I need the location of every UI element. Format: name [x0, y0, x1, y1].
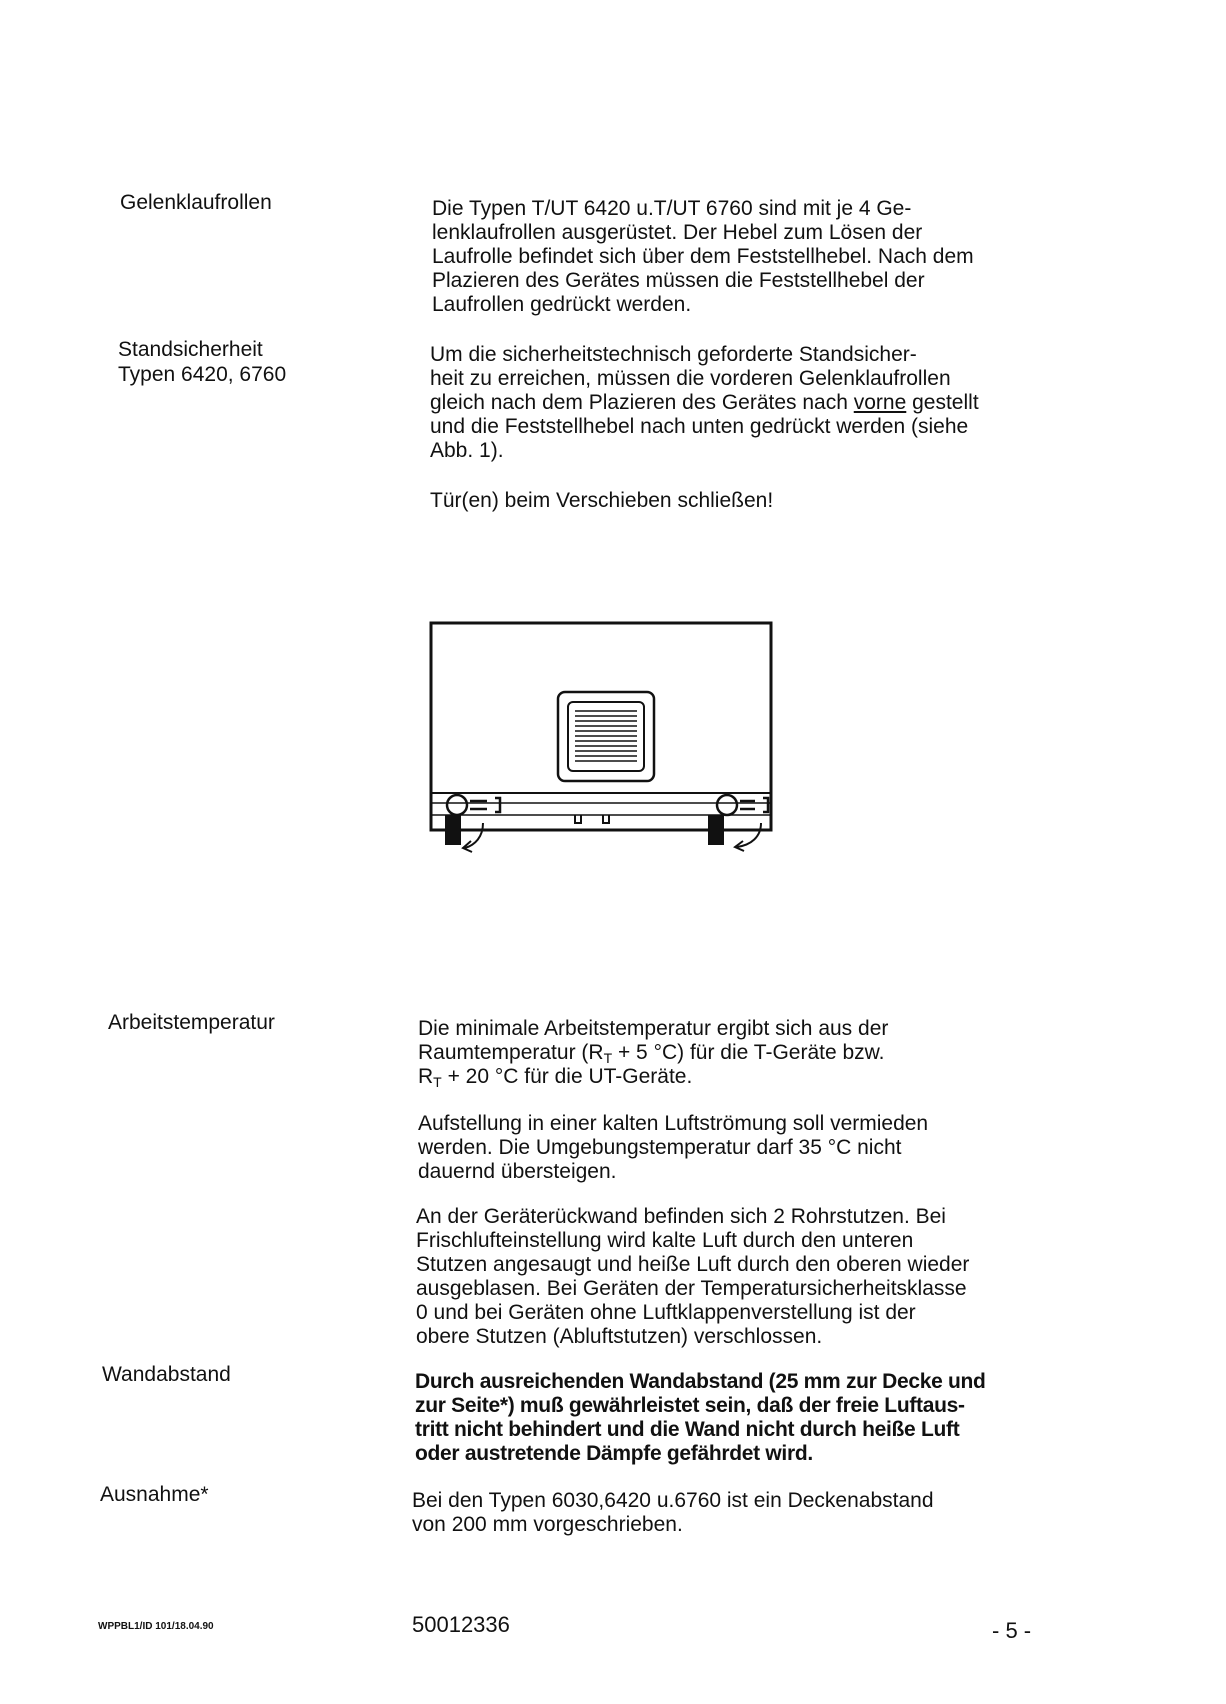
text-standsicherheit [430, 343, 1110, 463]
arbeit-p1-c: + 20 °C für die UT-Geräte. [441, 1065, 693, 1088]
text-arbeitstemperatur-2: Aufstellung in einer kalten Luftströmung soll vermieden werden. Die Umgebungstemperatur darf 35 °C nicht dauernd übersteigen. [418, 1112, 929, 1183]
text-gelenklaufrollen: Die Typen T/UT 6420 u.T/UT 6760 sind mit je 4 Ge- lenklaufrollen ausgerüstet. Der Hebel zum Lösen der Laufrolle befindet sich über dem Feststellhebel. Nach dem Plazieren des Gerätes müssen die Feststellhebel der Laufrollen gedrückt werden. [432, 197, 974, 316]
text-standsicherheit-part2: gestellt und die Feststellhebel nach unten gedrückt werden (siehe Abb. 1). [430, 391, 979, 462]
arrow-left [463, 823, 483, 852]
footer-doc-number: 50012336 [412, 1612, 510, 1637]
label-arbeitstemperatur: Arbeitstemperatur [108, 1011, 275, 1034]
text-ausnahme: Bei den Typen 6030,6420 u.6760 ist ein Deckenabstand von 200 mm vorgeschrieben. [412, 1489, 934, 1536]
label-standsicherheit-line2: Typen 6420, 6760 [118, 363, 287, 386]
arbeit-p1-b: + 5 °C) für die T-Geräte bzw. R [418, 1041, 885, 1088]
label-standsicherheit [118, 337, 286, 387]
base-brackets [575, 815, 609, 823]
lever-right [717, 795, 768, 815]
lever-left [447, 795, 500, 815]
label-wandabstand: Wandabstand [102, 1363, 231, 1386]
arbeit-p1-sub2: T [433, 1074, 442, 1090]
vent-grille [558, 692, 654, 781]
text-arbeitstemperatur-1 [418, 1017, 1078, 1089]
text-standsicherheit-underlined: vorne [853, 391, 907, 414]
text-wandabstand: Durch ausreichenden Wandabstand (25 mm zur Decke und zur Seite*) muß gewährleistet sein, daß der freie Luftaus- tritt nicht behindert und die Wand nicht durch heiße Luft oder austretende Dämpfe gefährdet wird. [415, 1370, 986, 1465]
label-standsicherheit-line1: Standsicherheit [118, 338, 263, 361]
footer-page-number: - 5 - [992, 1618, 1032, 1643]
arbeit-p1-sub1: T [603, 1050, 613, 1066]
note-tueren-schliessen: Tür(en) beim Verschieben schließen! [430, 489, 774, 512]
figure-abb-1 [425, 615, 825, 865]
text-arbeitstemperatur-3: An der Geräterückwand befinden sich 2 Rohrstutzen. Bei Frischlufteinstellung wird kalte Luft durch den unteren Stutzen angesaugt und heiße Luft durch den oberen wieder ausgeblasen. Bei Geräten der Temperatursicherheitsklasse 0 und bei Geräten ohne Luftklappenverstellung ist der obere Stutzen (Abluftstutzen) verschlossen. [416, 1205, 970, 1348]
arbeit-p1-a: Die minimale Arbeitstemperatur ergibt sich aus der Raumtemperatur (R [418, 1017, 889, 1064]
label-ausnahme: Ausnahme* [100, 1483, 209, 1506]
label-gelenklaufrollen: Gelenklaufrollen [120, 191, 272, 214]
arrow-right [735, 823, 761, 851]
footer-code: WPPBL1/ID 101/18.04.90 [98, 1621, 214, 1632]
text-standsicherheit-part1: Um die sicherheitstechnisch geforderte Standsicher- heit zu erreichen, müssen die vorderen Gelenklaufrollen gleich nach dem Plazieren des Gerätes nach [430, 343, 951, 414]
